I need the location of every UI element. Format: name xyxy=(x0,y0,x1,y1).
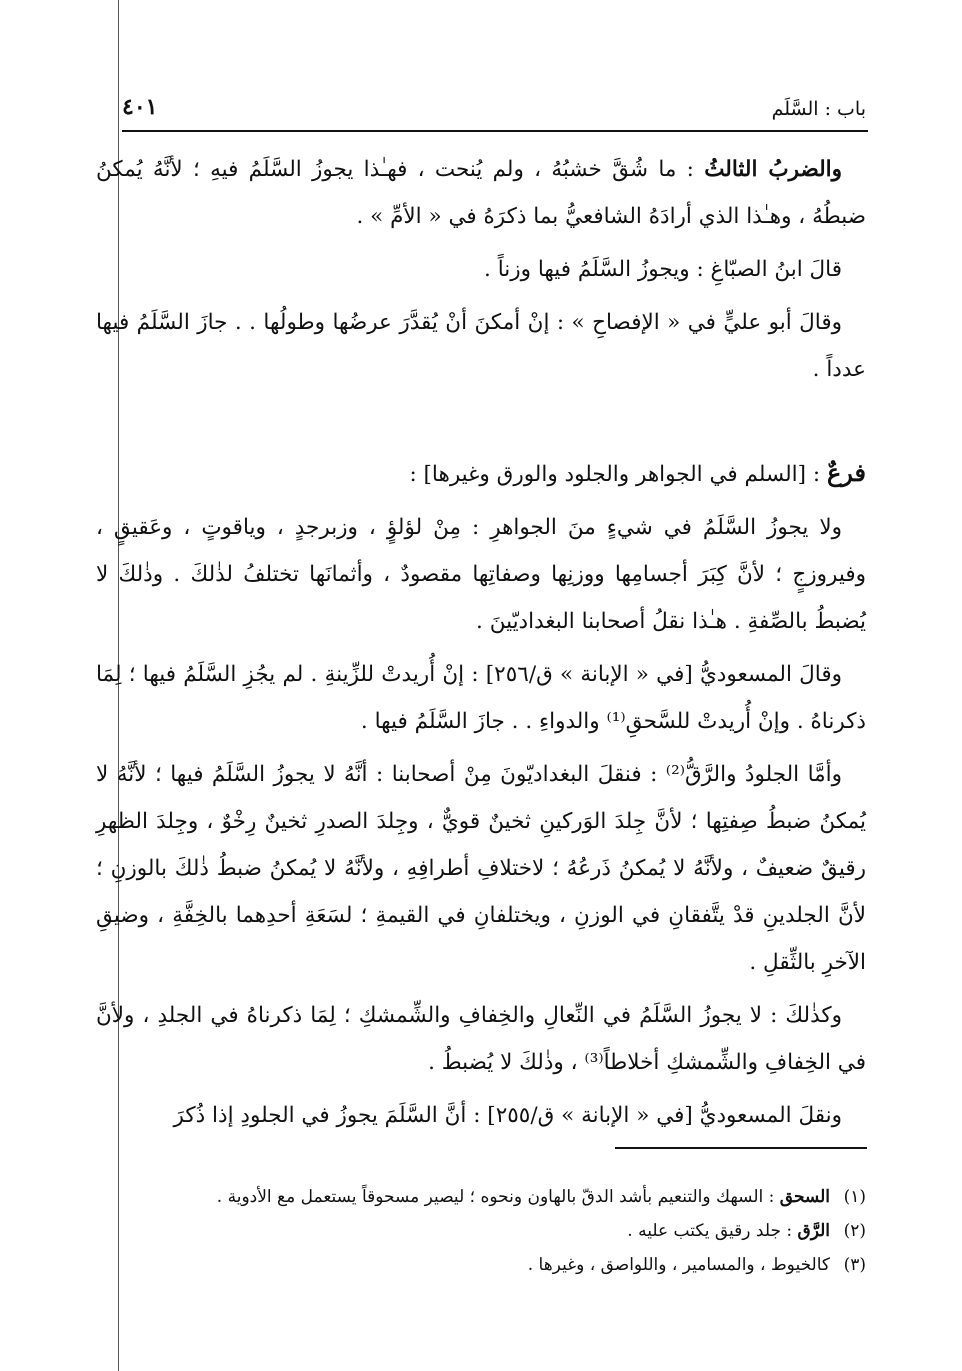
paragraph-5: وقالَ المسعوديُّ [في « الإبانة » ق/٢٥٦] : إنْ أُريدتْ للزِّينةِ . لم يجُزِ السَّلَمُ فيها ؛ لِمَا ذكرناهُ . وإنْ أُريدتْ للسَّحقِ⁽¹⁾ والدواءِ . . جازَ السَّلَمُ فيها . xyxy=(96,662,866,734)
chapter-title: باب : السَّلَم xyxy=(771,98,866,120)
main-text xyxy=(96,146,866,1145)
paragraph-2: قالَ ابنُ الصبّاغِ : ويجوزُ السَّلَمُ فيها وزناً . xyxy=(484,257,842,282)
footnote-number: (٢) xyxy=(843,1221,866,1241)
section-gap xyxy=(96,399,866,449)
paragraph-1-lead: والضربُ الثالثُ xyxy=(704,157,842,182)
footnote-1 xyxy=(96,1180,866,1214)
footnote-3 xyxy=(96,1248,866,1282)
section-heading-lead: فرعٌ xyxy=(826,458,866,487)
paragraph-1 xyxy=(96,146,866,240)
footnote-text: : السهك والتنعيم بأشد الدقّ بالهاون ونحوه ؛ ليصير مسحوقاً يستعمل مع الأدوية . xyxy=(216,1187,780,1207)
paragraph-3: وقالَ أبو عليٍّ في « الإفصاحِ » : إنْ أمكنَ أنْ يُقدَّرَ عرضُها وطولُها . . جازَ السَّلَمُ فيها عدداً . xyxy=(96,310,866,382)
paragraph-6: وأمَّا الجلودُ والرَّقُّ⁽²⁾ : فنقلَ البغداديّونَ مِنْ أصحابنا : أنَّهُ لا يجوزُ السَّلَمُ فيها ؛ لأنَّهُ لا يُمكنُ ضبطُ صِفتِها ؛ لأنَّ جِلدَ الوَركينِ ثخينٌ قويٌّ ، وجِلدَ الصدرِ ثخينٌ رِخْوٌ ، وجِلدَ الظهرِ رقيقٌ ضعيفٌ ، ولأنَّهُ لا يُمكنُ ذَرعُهُ ؛ لاختلافِ أطرافِهِ ، ولأنَّهُ لا يُمكنُ ضبطُ ذٰلكَ بالوزنِ ؛ لأنَّ الجلدينِ قدْ يتَّفقانِ في الوزنِ ، ويختلفانِ في القيمةِ ؛ لسَعَةِ أحدِهما بالخِفَّةِ ، وضيقِ الآخرِ بالثِّقلِ . xyxy=(96,762,866,975)
paragraph-4: ولا يجوزُ السَّلَمُ في شيءٍ منَ الجواهرِ : مِنْ لؤلؤٍ ، وزبرجدٍ ، وياقوتٍ ، وعَقيقٍ ، وفيروزجٍ ؛ لأنَّ كِبَرَ أجسامِها ووزنِها وصفاتِها مقصودٌ ، وأثمانَها تختلفُ لذٰلكَ . وذٰلكَ لا يُضبطُ بالصِّفةِ . هـٰذا نقلُ أصحابنا البغداديّينَ . xyxy=(96,515,866,634)
paragraph-1-text: : ما شُقَّ خشبُهُ ، ولم يُنحت ، فهـٰذا يجوزُ السَّلَمُ فيهِ ؛ لأنَّهُ يُمكنُ ضبطُهُ ، وهـٰذا الذي أرادَهُ الشافعيُّ بما ذكرَهُ في « الأمِّ » . xyxy=(96,157,866,229)
paragraph-8: ونقلَ المسعوديُّ [في « الإبانة » ق/٢٥٥] : أنَّ السَّلَمَ يجوزُ في الجلودِ إذا ذُكرَ xyxy=(173,1103,842,1128)
footnote-number: (٣) xyxy=(843,1255,866,1275)
footnote-number: (١) xyxy=(843,1187,866,1207)
paragraph-7: وكذٰلكَ : لا يجوزُ السَّلَمُ في النِّعالِ والخِفافِ والشِّمشكِ ؛ لِمَا ذكرناهُ في الجلدِ ، ولأنَّ في الخِفافِ والشِّمشكِ أخلاطاً⁽³⁾ ، وذٰلكَ لا يُضبطُ . xyxy=(96,1003,866,1075)
footnote-text: كالخيوط ، والمسامير ، واللواصق ، وغيرها . xyxy=(527,1255,830,1275)
page-number: ٤٠١ xyxy=(122,94,158,120)
footnotes xyxy=(96,1180,866,1282)
footnote-text: : جلد رقيق يكتب عليه . xyxy=(627,1221,798,1241)
footnote-2 xyxy=(96,1214,866,1248)
header-divider xyxy=(122,130,868,132)
footnote-term: السحق xyxy=(779,1187,830,1207)
section-heading xyxy=(96,449,866,498)
footnote-term: الرَّق xyxy=(797,1221,830,1241)
page-header xyxy=(118,94,866,128)
section-heading-text: : [السلم في الجواهر والجلود والورق وغيرها] : xyxy=(409,462,827,487)
footnote-divider xyxy=(615,1147,867,1149)
